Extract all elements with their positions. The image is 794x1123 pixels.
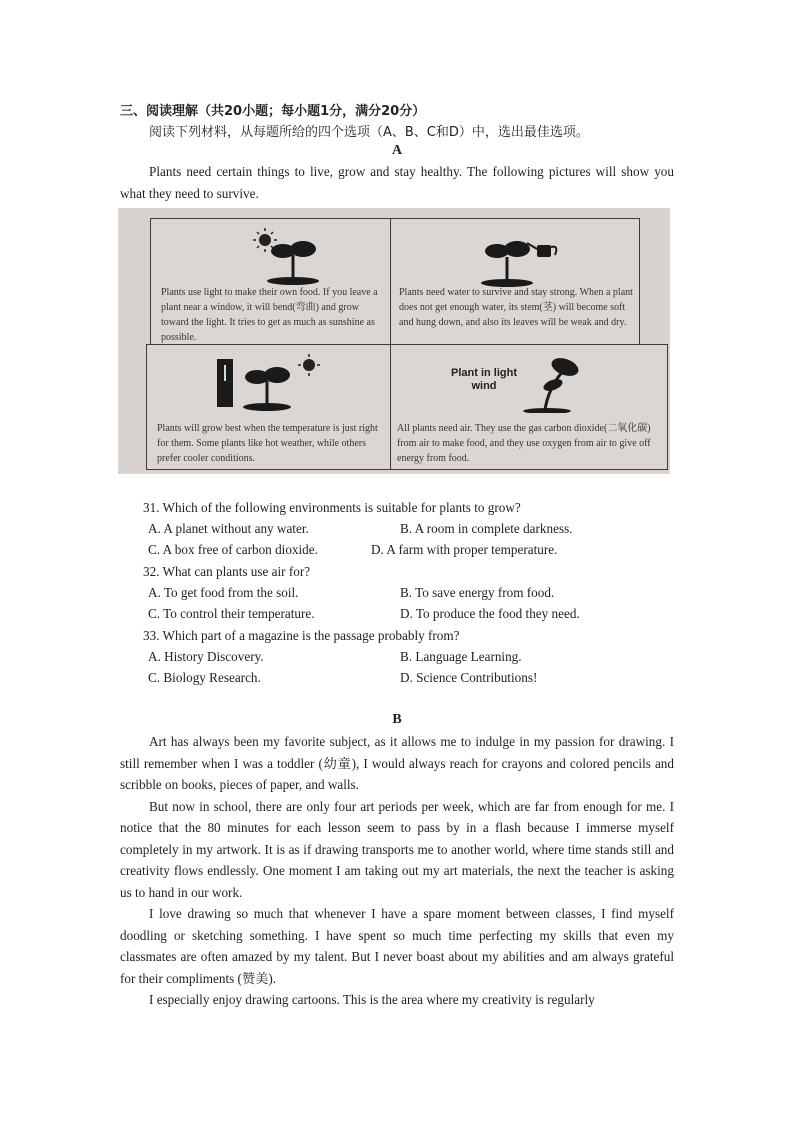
q33-option-d: D. Science Contributions! [400,670,538,685]
section-heading: 三、阅读理解（共20小题；每小题1分，满分20分） [120,104,426,119]
sun-plant-icon [243,225,323,285]
q31-option-d: D. A farm with proper temperature. [371,542,558,557]
passage-b-paragraph-1: Art has always been my favorite subject, as it allows me to indulge in my passion for drawing. I still remember when I was a toddler (幼童), I would always reach for crayons and colored pencils and scribble on books, pieces of paper, and walls. [120,734,674,792]
passage-b-paragraph-4: I especially enjoy drawing cartoons. This is the area where my creativity is regularly [149,992,595,1007]
q32-option-c: C. To control their temperature. [148,606,315,621]
question-32: 32. What can plants use air for? [143,564,311,579]
q31-option-b: B. A room in complete darkness. [400,521,573,536]
panel-temperature-text: Plants will grow best when the temperature is just right for them. Some plants like hot weather, while others prefer cooler conditions. [157,423,378,464]
passage-a-intro [120,161,674,204]
intro-text: Plants need certain things to live, grow and stay healthy. The following pictures will show you what they need to survive. [120,164,674,201]
panel-temperature [146,344,392,470]
q32-option-d: D. To produce the food they need. [400,606,580,621]
passage-b-paragraph-2: But now in school, there are only four art periods per week, which are far from enough for me. I notice that the 80 minutes for each lesson seem to pass by in a flash because I immerse myself completely in my artwork. It is as if drawing transports me to another world, where time stands still and creativity flows endlessly. One moment I am taking out my art materials, the next the teacher is asking us to hand in our work. [120,798,674,900]
passage-b-paragraph-3: I love drawing so much that whenever I have a spare moment between classes, I find myself doodling or sketching something. I have spent so much time perfecting my skills that even my classmates are often amazed by my talent. But I never boast about my abilities and am always grateful for their compliments (赞美). [120,906,674,986]
panel-air-title: Plant in light wind [451,367,517,392]
panel-air [390,344,668,470]
plant-icon [243,367,291,411]
question-33: 33. Which part of a magazine is the passage probably from? [143,628,460,643]
question-31: 31. Which of the following environments is suitable for plants to grow? [143,500,521,515]
plant-icon [267,241,319,285]
thermometer-icon [217,359,233,407]
panel-light [150,218,392,346]
passage-b-label: B [392,712,402,727]
watering-plant-icon [477,227,567,287]
panel-water [390,218,640,346]
watering-can-icon [527,243,556,257]
passage-a-label: A [391,143,403,158]
wind-plant-icon [515,351,595,413]
q32-option-b: B. To save energy from food. [400,585,555,600]
q31-option-c: C. A box free of carbon dioxide. [148,542,318,557]
panel-light-text: Plants use light to make their own food. If you leave a plant near a window, it will bend(弯曲) and grow toward the light. It tries to get as much as sunshine as possible. [161,287,378,343]
q33-option-a: A. History Discovery. [148,649,264,664]
panel-air-text: All plants need air. They use the gas carbon dioxide(二氧化碳) from air to make food, and they use oxygen from air to give off energy from food. [397,423,651,464]
passage-b-body [120,731,674,1011]
section-instruction: 阅读下列材料，从每题所给的四个选项（A、B、C和D）中，选出最佳选项。 [149,125,589,140]
q32-option-a: A. To get food from the soil. [148,585,299,600]
q31-option-a: A. A planet without any water. [148,521,309,536]
q33-option-c: C. Biology Research. [148,670,261,685]
plant-needs-figure [118,208,670,474]
temperature-plant-icon [213,351,333,413]
q33-option-b: B. Language Learning. [400,649,522,664]
plant-icon [481,241,533,287]
panel-water-text: Plants need water to survive and stay strong. When a plant does not get enough water, its stem(茎) will become soft and hung down, and also its leaves will be weak and dry. [399,287,633,328]
sun-icon [298,354,320,376]
